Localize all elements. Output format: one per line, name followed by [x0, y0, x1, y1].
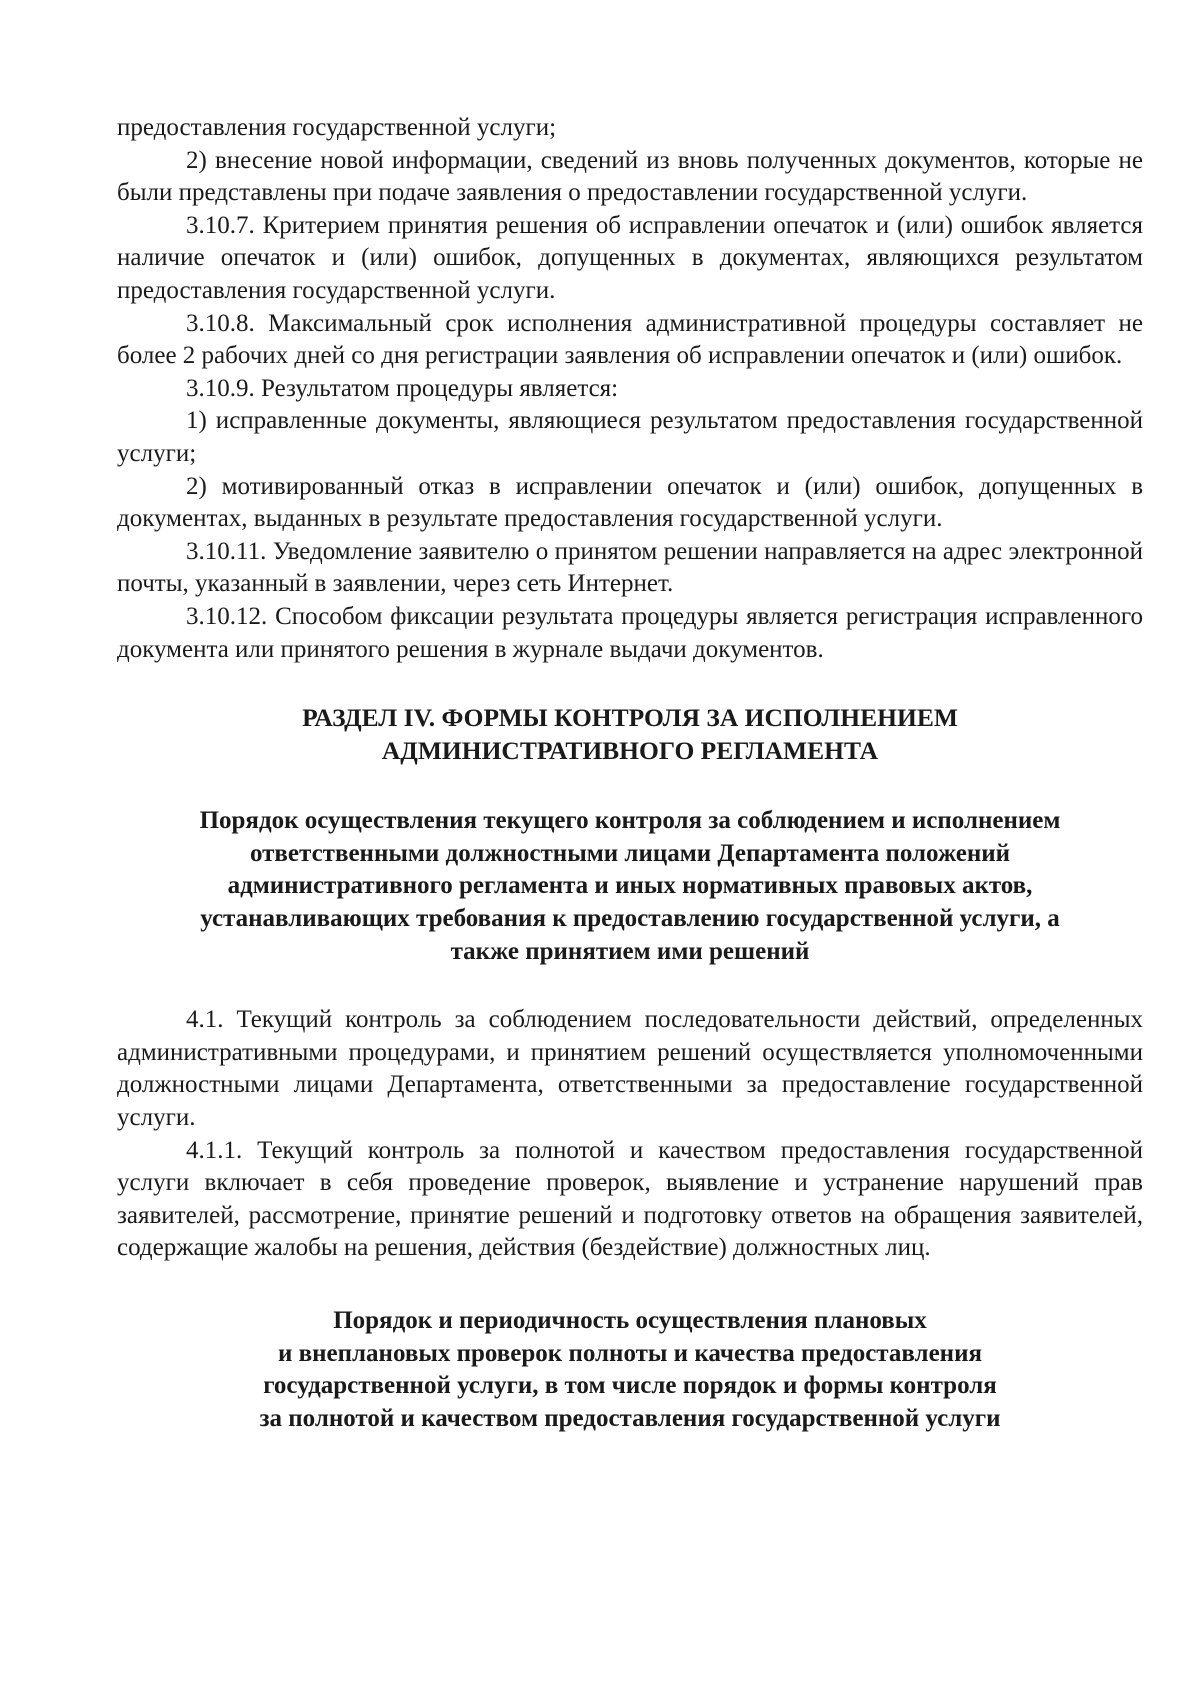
subheading-current-control	[117, 805, 1143, 968]
paragraph: 2) внесение новой информации, сведений из вновь полученных документов, которые не были представлены при подаче заявления о предоставлении государственной услуги.	[117, 146, 1143, 207]
paragraph: 2) мотивированный отказ в исправлении опечаток и (или) ошибок, допущенных в документах, выданных в результате предоставления государственной услуги.	[117, 472, 1143, 533]
paragraph: 4.1. Текущий контроль за соблюдением последовательности действий, определенных административными процедурами, и принятием решений осуществляется уполномоченными должностными лицами Департамента, ответственными за предоставление государственной услуги.	[117, 1006, 1143, 1132]
paragraph: 3.10.12. Способом фиксации результата процедуры является регистрация исправленного документа или принятого решения в журнале выдачи документов.	[117, 602, 1143, 663]
paragraph: 3.10.9. Результатом процедуры является:	[186, 374, 619, 402]
section-title	[117, 702, 1143, 767]
subheading-inspections	[117, 1305, 1143, 1435]
subheading-line: также принятием ими решений	[450, 937, 810, 965]
subheading-line: государственной услуги, в том числе порядок и формы контроля	[263, 1372, 997, 1400]
subheading-line: ответственными должностными лицами Департамента положений	[249, 839, 1011, 867]
subheading-line: Порядок осуществления текущего контроля за соблюдением и исполнением	[199, 807, 1061, 835]
subheading-line: устанавливающих требования к предоставлению государственной услуги, а	[200, 905, 1060, 933]
paragraph: 4.1.1. Текущий контроль за полнотой и качеством предоставления государственной услуги включает в себя проведение проверок, выявление и устранение нарушений прав заявителей, рассмотрение, принятие решений и подготовку ответов на обращения заявителей, содержащие жалобы на решения, действия (бездействие) должностных лиц.	[117, 1136, 1143, 1262]
paragraph: предоставления государственной услуги;	[117, 114, 557, 141]
document-page	[117, 112, 1143, 1435]
paragraph: 3.10.11. Уведомление заявителю о принятом решении направляется на адрес электронной почты, указанный в заявлении, через сеть Интернет.	[117, 537, 1143, 598]
paragraph: 3.10.8. Максимальный срок исполнения административной процедуры составляет не более 2 рабочих дней со дня регистрации заявления об исправлении опечаток и (или) ошибок.	[117, 309, 1143, 370]
subheading-line: и внеплановых проверок полноты и качества предоставления	[277, 1339, 983, 1367]
subheading-line: административного регламента и иных нормативных правовых актов,	[227, 872, 1033, 900]
section-title-line: РАЗДЕЛ IV. ФОРМЫ КОНТРОЛЯ ЗА ИСПОЛНЕНИЕМ	[302, 703, 958, 733]
section-title-line: АДМИНИСТРАТИВНОГО РЕГЛАМЕНТА	[381, 735, 879, 765]
subheading-line: за полнотой и качеством предоставления государственной услуги	[259, 1404, 1001, 1432]
paragraph: 1) исправленные документы, являющиеся результатом предоставления государственной услуги;	[117, 407, 1143, 467]
paragraph: 3.10.7. Критерием принятия решения об исправлении опечаток и (или) ошибок является наличие опечаток и (или) ошибок, допущенных в документах, являющихся результатом предоставления государственной услуги.	[117, 211, 1143, 304]
subheading-line: Порядок и периодичность осуществления плановых	[333, 1307, 927, 1334]
